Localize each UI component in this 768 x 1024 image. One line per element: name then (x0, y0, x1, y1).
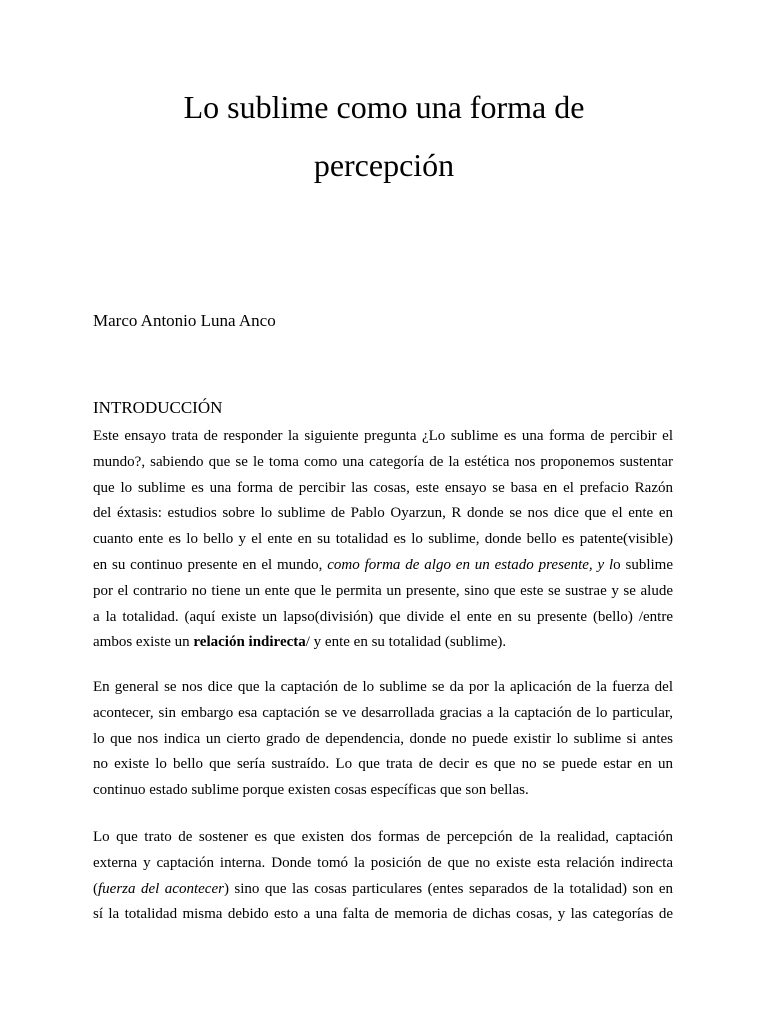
paragraph-3 (93, 825, 673, 928)
author-name: Marco Antonio Luna Anco (93, 311, 276, 330)
text-run: ambos existe un (93, 634, 194, 651)
paragraph-line (93, 877, 673, 903)
paragraph-line: no existe lo bello que sería sustraído. Lo que trata de decir es que no se puede estar en un (93, 756, 673, 773)
paragraph-line: que lo sublime es una forma de percibir las cosas, este ensayo se basa en el prefacio Razón (93, 479, 673, 496)
paragraph-line: continuo estado sublime porque existen cosas específicas que son bellas. (93, 782, 529, 799)
text-run: / y ente en su totalidad (sublime). (305, 634, 507, 651)
paragraph-line: sí la totalidad misma debido esto a una falta de memoria de dichas cosas, y las categorías de (93, 906, 673, 923)
paragraph-line (93, 553, 673, 579)
paragraph-line (93, 630, 673, 656)
paragraph-2 (93, 675, 673, 804)
paragraph-line: del éxtasis: estudios sobre lo sublime de Pablo Oyarzun, R donde se nos dice que el ente en (93, 505, 673, 522)
text-run: en su continuo presente en el mundo, (93, 556, 328, 573)
paragraph-line: cuanto ente es lo bello y el ente en su totalidad es lo sublime, donde bello es patente(visible) (93, 531, 673, 548)
text-run: o sublime (613, 556, 673, 573)
document-title-line-2: percepción (313, 147, 455, 183)
section-heading: INTRODUCCIÓN (93, 398, 223, 417)
paragraph-line: a la totalidad. (aquí existe un lapso(división) que divide el ente en su presente (bello) /entre (93, 608, 673, 625)
paragraph-line: por el contrario no tiene un ente que le permita un presente, sino que este se sustrae y se alude (93, 582, 673, 599)
paragraph-line: externa y captación interna. Donde tomó la posición de que no existe esta relación indirecta (93, 854, 673, 871)
paragraph-line: acontecer, sin embargo esa captación se ve desarrollada gracias a la captación de lo particular, (93, 704, 673, 721)
italic-text: como forma de algo en un estado presente, y l (327, 556, 614, 573)
paragraph-line: Este ensayo trata de responder la siguiente pregunta ¿Lo sublime es una forma de percibir el (93, 428, 673, 444)
paragraph-1 (93, 424, 673, 656)
bold-text: relación indirecta (193, 634, 306, 651)
paragraph-line: Lo que trato de sostener es que existen dos formas de percepción de la realidad, captación (93, 829, 673, 845)
italic-text: fuerza del acontecer (98, 880, 224, 897)
paragraph-line: lo que nos indica un cierto grado de dependencia, donde no puede existir lo sublime si antes (93, 730, 673, 747)
paragraph-line: mundo?, sabiendo que se le toma como una categoría de la estética nos proponemos sustentar (93, 453, 673, 470)
document-title-line-1: Lo sublime como una forma de (183, 89, 585, 125)
text-run: ) sino que las cosas particulares (entes separados de la totalidad) son en (223, 880, 673, 897)
text-run: ( (93, 880, 98, 897)
paragraph-line: En general se nos dice que la captación de lo sublime se da por la aplicación de la fuerza del (93, 679, 673, 695)
